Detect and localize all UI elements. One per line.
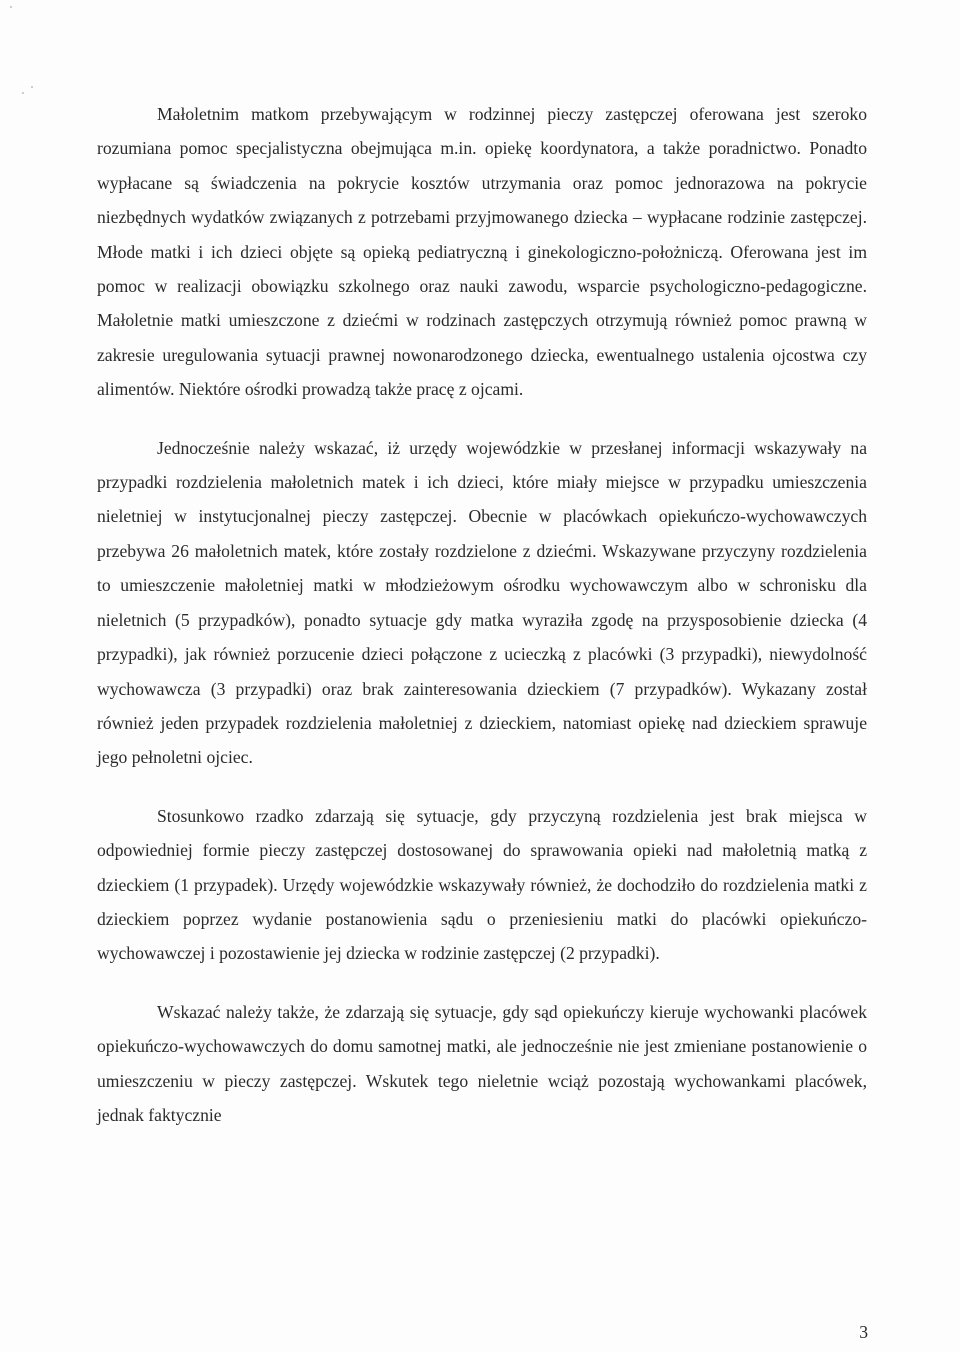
scan-speck [22,92,24,94]
paragraph-2: Jednocześnie należy wskazać, iż urzędy wojewódzkie w przesłanej informacji wskazywały na przypadki rozdzielenia małoletnich matek i ich dzieci, które miały miejsce w przypadku umieszczenia nieletniej w instytucjonalnej pieczy zastępczej. Obecnie w placówkach opiekuńczo-wychowawczych przebywa 26 małoletnich matek, które zostały rozdzielone z dziećmi. Wskazywane przyczyny rozdzielenia to umieszczenie małoletniej matki w młodzieżowym ośrodku wychowawczym albo w schronisku dla nieletnich (5 przypadków), ponadto sytuacje gdy matka wyraziła zgodę na przysposobienie dziecka (4 przypadki), jak również porzucenie dzieci połączone z ucieczką z placówki (3 przypadki), niewydolność wychowawcza (3 przypadki) oraz brak zainteresowania dzieckiem (7 przypadków). Wykazany został również jeden przypadek rozdzielenia małoletniej z dzieckiem, natomiast opiekę nad dzieckiem sprawuje jego pełnoletni ojciec. [97,437,867,768]
scan-speck [10,6,12,8]
paragraph-1: Małoletnim matkom przebywającym w rodzinnej pieczy zastępczej oferowana jest szeroko rozumiana pomoc specjalistyczna obejmująca m.in. opiekę koordynatora, a także poradnictwo. Ponadto wypłacane są świadczenia na pokrycie kosztów utrzymania oraz pomoc jednorazowa na pokrycie niezbędnych wydatków związanych z potrzebami przyjmowanego dziecka – wypłacane rodzinie zastępczej. Młode matki i ich dzieci objęte są opieką pediatryczną i ginekologiczno-położniczą. Oferowana jest im pomoc w realizacji obowiązku szkolnego oraz nauki zawodu, wsparcie psychologiczno-pedagogiczne. Małoletnie matki umieszczone z dziećmi w rodzinach zastępczych otrzymują również pomoc prawną w zakresie uregulowania sytuacji prawnej nowonarodzonego dziecka, ewentualnego ustalenia ojcostwa czy alimentów. Niektóre ośrodki prowadzą także pracę z ojcami. [97,104,867,400]
scan-speck [31,86,33,88]
document-body [97,97,867,1132]
page-number: 3 [859,1322,868,1342]
paragraph-3: Stosunkowo rzadko zdarzają się sytuacje, gdy przyczyną rozdzielenia jest brak miejsca w odpowiedniej formie pieczy zastępczej dostosowanej do sprawowania opieki nad małoletnią matką z dzieckiem (1 przypadek). Urzędy wojewódzkie wskazywały również, że dochodziło do rozdzielenia matki z dzieckiem poprzez wydanie postanowienia sądu o przeniesieniu matki do placówki opiekuńczo-wychowawczej i pozostawienie jej dziecka w rodzinie zastępczej (2 przypadki). [97,805,867,964]
paragraph-4: Wskazać należy także, że zdarzają się sytuacje, gdy sąd opiekuńczy kieruje wychowanki placówek opiekuńczo-wychowawczych do domu samotnej matki, ale jednocześnie nie jest zmieniane postanowienie o umieszczeniu w pieczy zastępczej. Wskutek tego nieletnie wciąż pozostają wychowankami placówek, jednak faktycznie [97,1001,867,1125]
